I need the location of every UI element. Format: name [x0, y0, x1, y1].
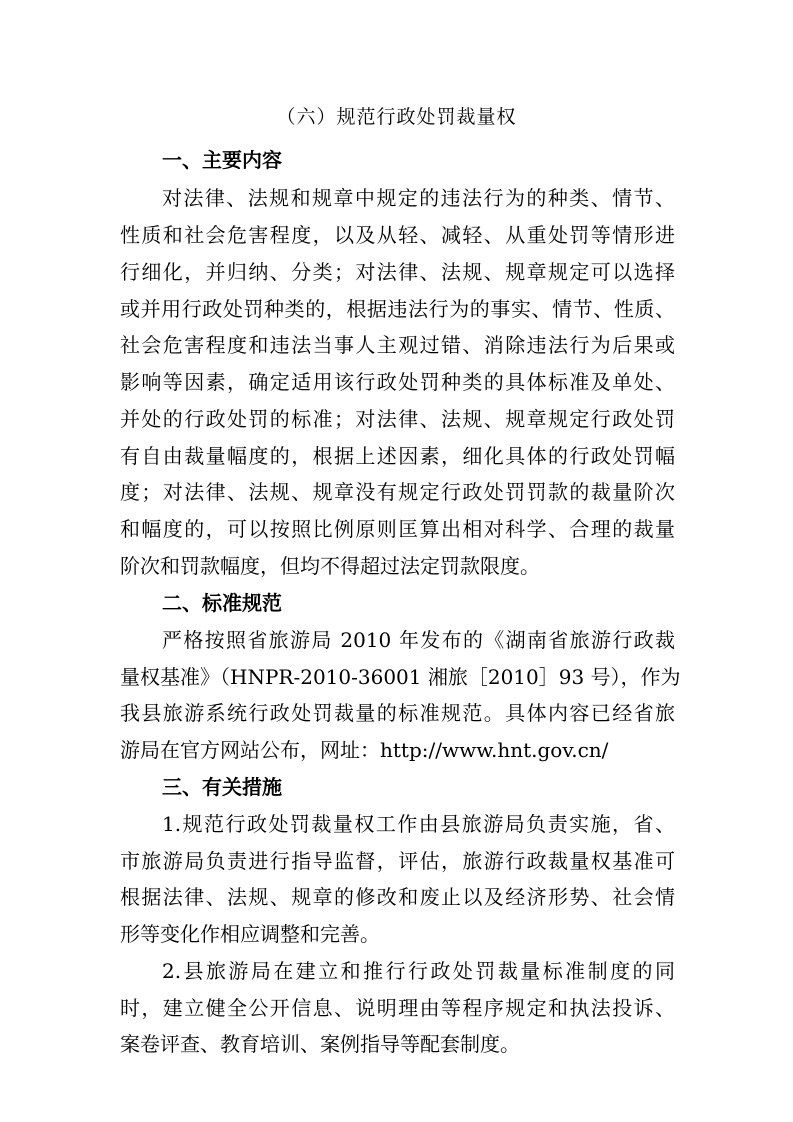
paragraph-line: 阶次和罚款幅度，但均不得超过法定罚款限度。: [120, 554, 540, 578]
paragraph-line: 或并用行政处罚种类的，根据违法行为的事实、情节、性质、: [120, 297, 675, 321]
paragraph-line: 根据法律、法规、规章的修改和废止以及经济形势、社会情: [120, 885, 675, 909]
section-heading-standards: 二、标准规范: [162, 591, 282, 615]
paragraph-line: 2.县旅游局在建立和推行行政处罚裁量标准制度的同: [162, 959, 675, 983]
paragraph-line: 严格按照省旅游局 2010 年发布的《湖南省旅游行政裁: [162, 628, 675, 652]
paragraph-line: 行细化，并归纳、分类；对法律、法规、规章规定可以选择: [120, 260, 675, 284]
paragraph-line: 对法律、法规和规章中规定的违法行为的种类、情节、: [162, 186, 675, 210]
paragraph-line: 影响等因素，确定适用该行政处罚种类的具体标准及单处、: [120, 370, 675, 394]
paragraph-line-with-url: 游局在官方网站公布，网址：http://www.hnt.gov.cn/: [120, 738, 609, 762]
paragraph-line: 案卷评查、教育培训、案例指导等配套制度。: [120, 1032, 520, 1056]
paragraph-line: 形等变化作相应调整和完善。: [120, 922, 380, 946]
paragraph-line: 量权基准》（HNPR-2010-36001 湘旅［2010］93 号），作为: [120, 665, 681, 689]
section-heading-measures: 三、有关措施: [162, 775, 282, 799]
paragraph-line: 1.规范行政处罚裁量权工作由县旅游局负责实施，省、: [162, 812, 675, 836]
paragraph-line: 社会危害程度和违法当事人主观过错、消除违法行为后果或: [120, 333, 675, 357]
section-heading-main-content: 一、主要内容: [162, 148, 282, 172]
paragraph-line: 时，建立健全公开信息、说明理由等程序规定和执法投诉、: [120, 996, 675, 1020]
paragraph-line: 有自由裁量幅度的，根据上述因素，细化具体的行政处罚幅: [120, 444, 675, 468]
document-title: （六）规范行政处罚裁量权: [276, 106, 517, 128]
paragraph-line: 性质和社会危害程度，以及从轻、减轻、从重处罚等情形进: [120, 223, 675, 247]
paragraph-line: 和幅度的，可以按照比例原则匡算出相对科学、合理的裁量: [120, 517, 675, 541]
paragraph-line: 并处的行政处罚的标准；对法律、法规、规章规定行政处罚: [120, 407, 675, 431]
paragraph-line: 度；对法律、法规、规章没有规定行政处罚罚款的裁量阶次: [120, 480, 675, 504]
paragraph-line: 市旅游局负责进行指导监督，评估，旅游行政裁量权基准可: [120, 849, 675, 873]
paragraph-line: 我县旅游系统行政处罚裁量的标准规范。具体内容已经省旅: [120, 701, 675, 725]
